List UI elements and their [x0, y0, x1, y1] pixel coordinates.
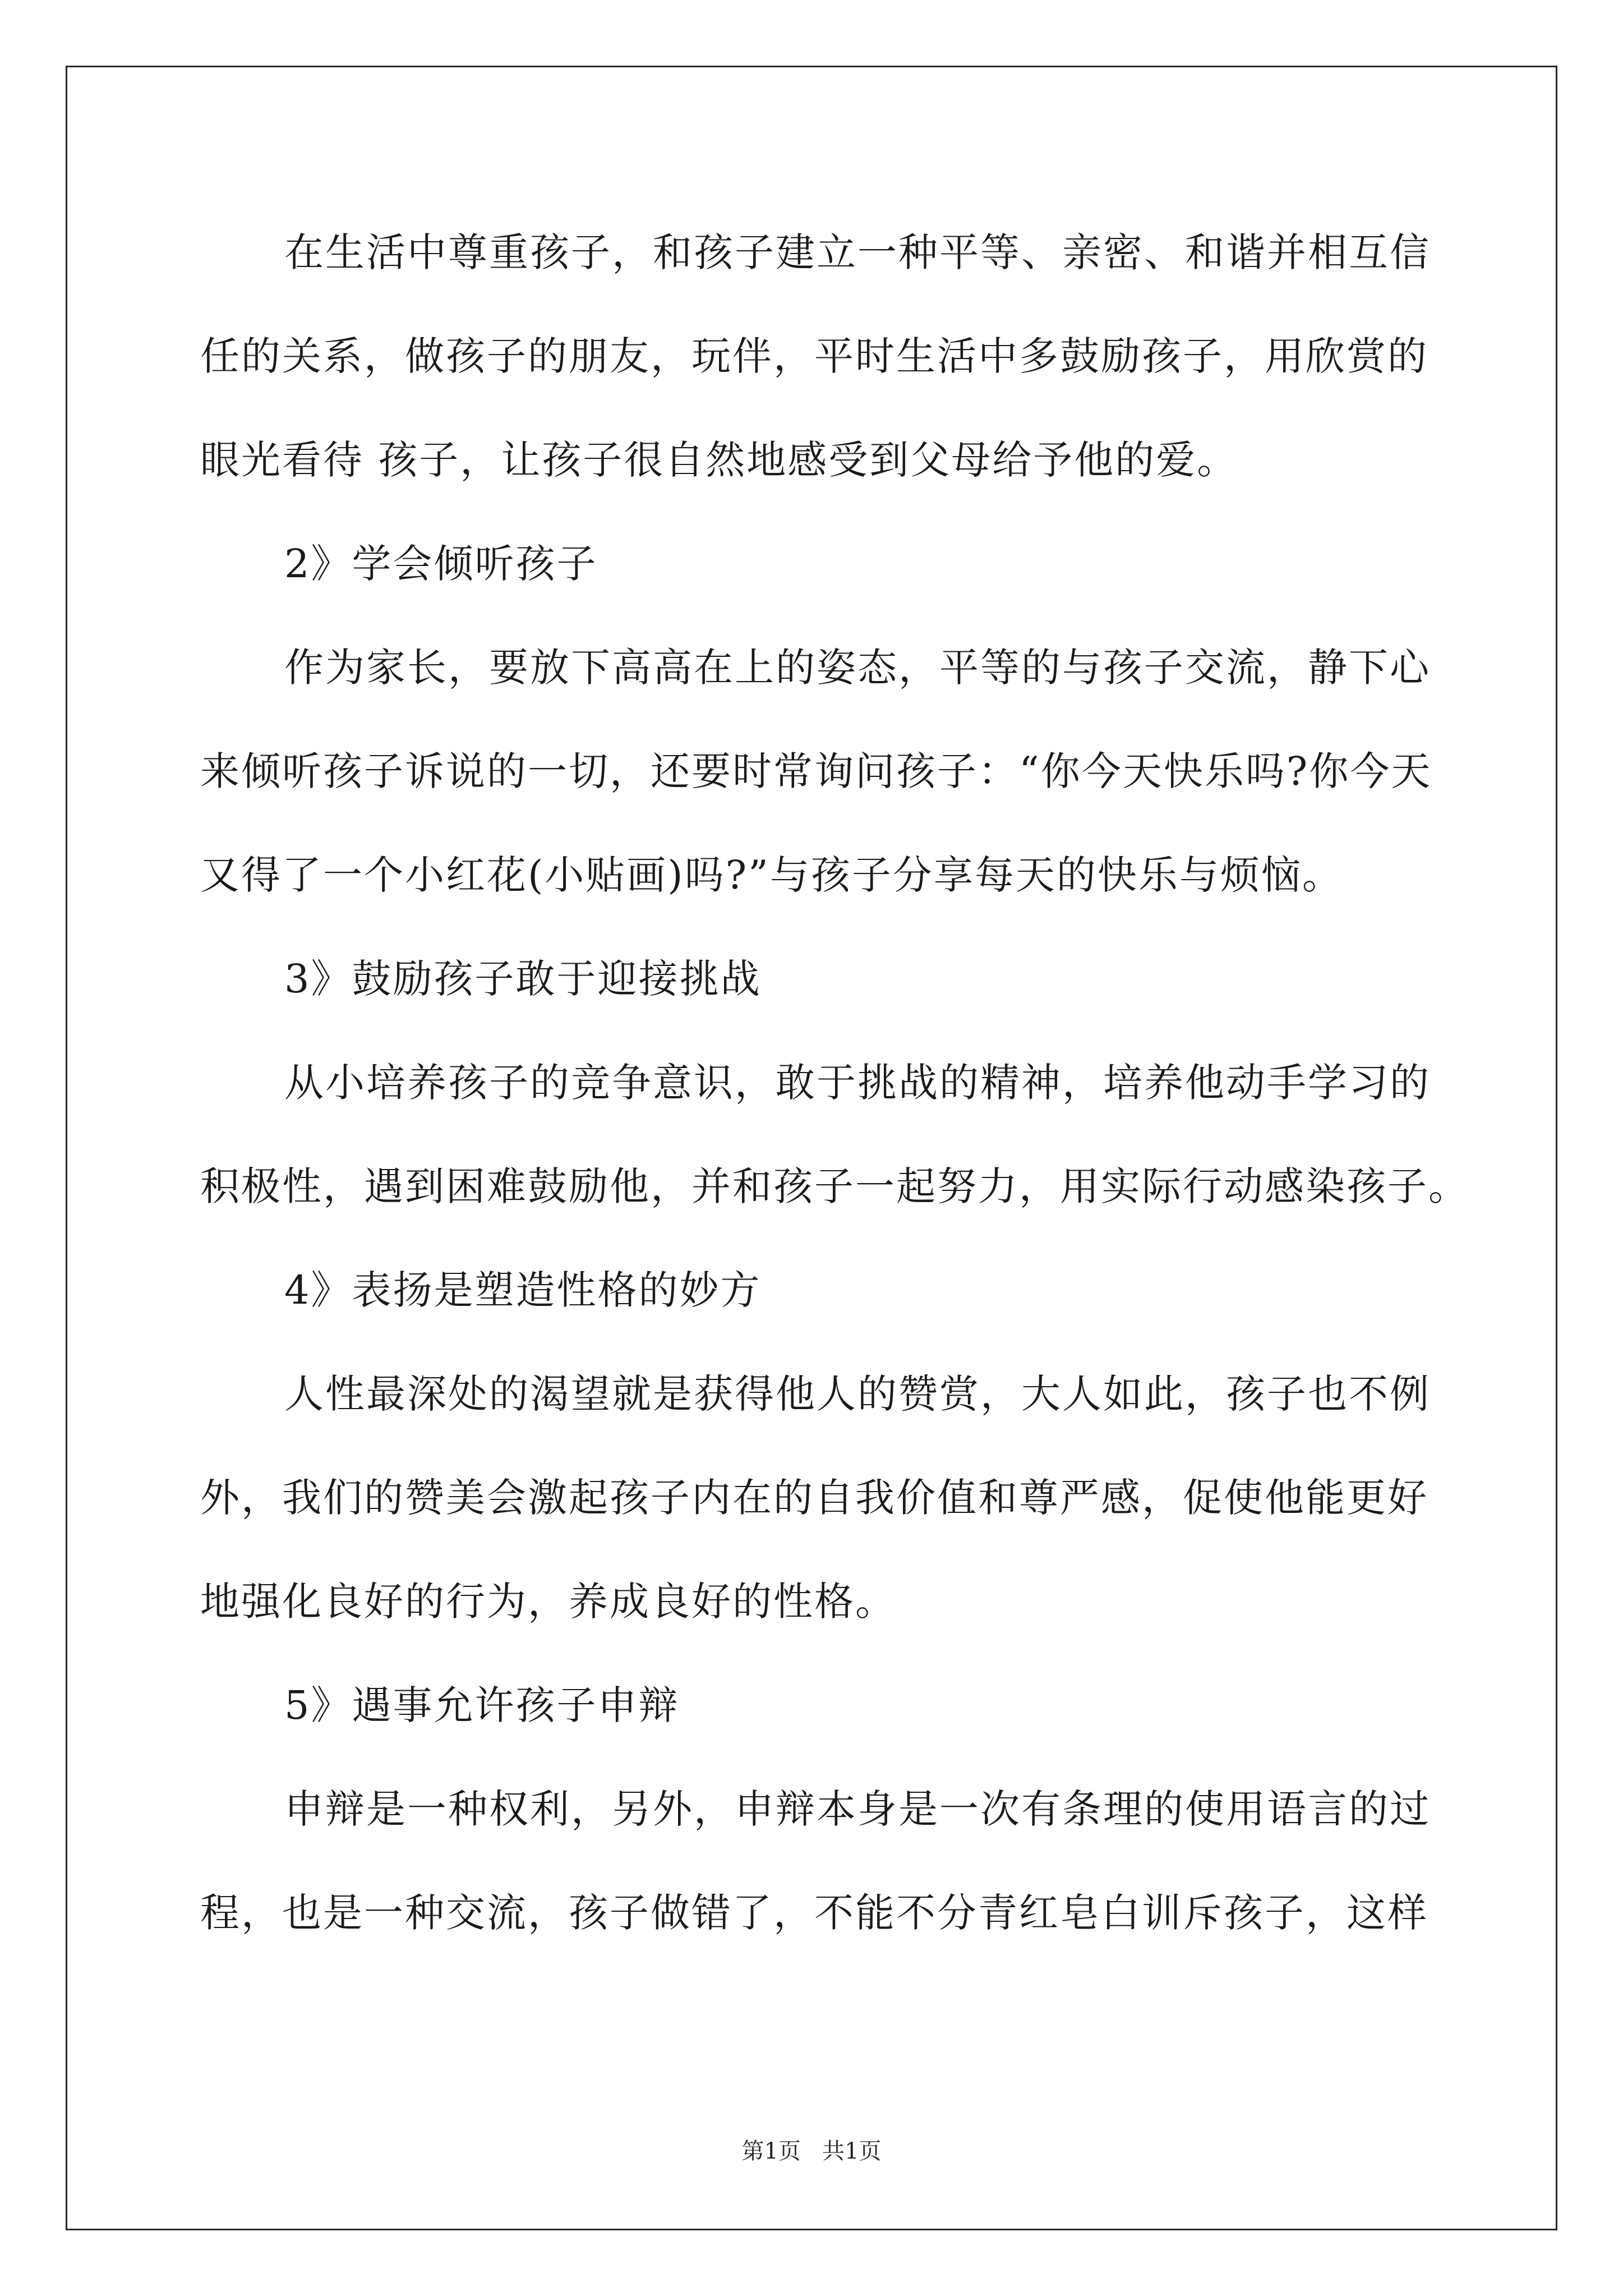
paragraph-line: 作为家长，要放下高高在上的姿态，平等的与孩子交流，静下心 — [284, 645, 1431, 691]
paragraph-line: 地强化良好的行为，养成良好的性格。 — [200, 1579, 896, 1625]
paragraph-line: 外，我们的赞美会激起孩子内在的自我价值和尊严感，促使他能更好 — [200, 1475, 1428, 1521]
section-heading: 2》学会倾听孩子 — [284, 541, 598, 587]
paragraph-line: 眼光看待 孩子，让孩子很自然地感受到父母给予他的爱。 — [200, 437, 1238, 483]
paragraph-line: 又得了一个小红花(小贴画)吗?”与孩子分享每天的快乐与烦恼。 — [200, 852, 1343, 898]
paragraph-line: 从小培养孩子的竞争意识，敢于挑战的精神，培养他动手学习的 — [284, 1060, 1431, 1106]
section-heading: 3》鼓励孩子敢于迎接挑战 — [284, 956, 762, 1002]
paragraph-line: 来倾听孩子诉说的一切，还要时常询问孩子：“你今天快乐吗?你今天 — [200, 748, 1432, 794]
section-heading: 4》表扬是塑造性格的妙方 — [284, 1267, 762, 1313]
page-number-footer: 第1页 共1页 — [741, 2138, 882, 2164]
paragraph-line: 积极性，遇到困难鼓励他，并和孩子一起努力，用实际行动感染孩子。 — [200, 1163, 1469, 1209]
paragraph-line: 人性最深处的渴望就是获得他人的赞赏，大人如此，孩子也不例 — [284, 1371, 1431, 1417]
paragraph-line: 程，也是一种交流，孩子做错了，不能不分青红皂白训斥孩子，这样 — [200, 1890, 1428, 1936]
paragraph-line: 申辩是一种权利，另外，申辩本身是一次有条理的使用语言的过 — [284, 1786, 1431, 1832]
section-heading: 5》遇事允许孩子申辩 — [284, 1682, 680, 1728]
paragraph-line: 在生活中尊重孩子，和孩子建立一种平等、亲密、和谐并相互信 — [284, 229, 1431, 275]
paragraph-line: 任的关系，做孩子的朋友，玩伴，平时生活中多鼓励孩子，用欣赏的 — [200, 333, 1428, 379]
